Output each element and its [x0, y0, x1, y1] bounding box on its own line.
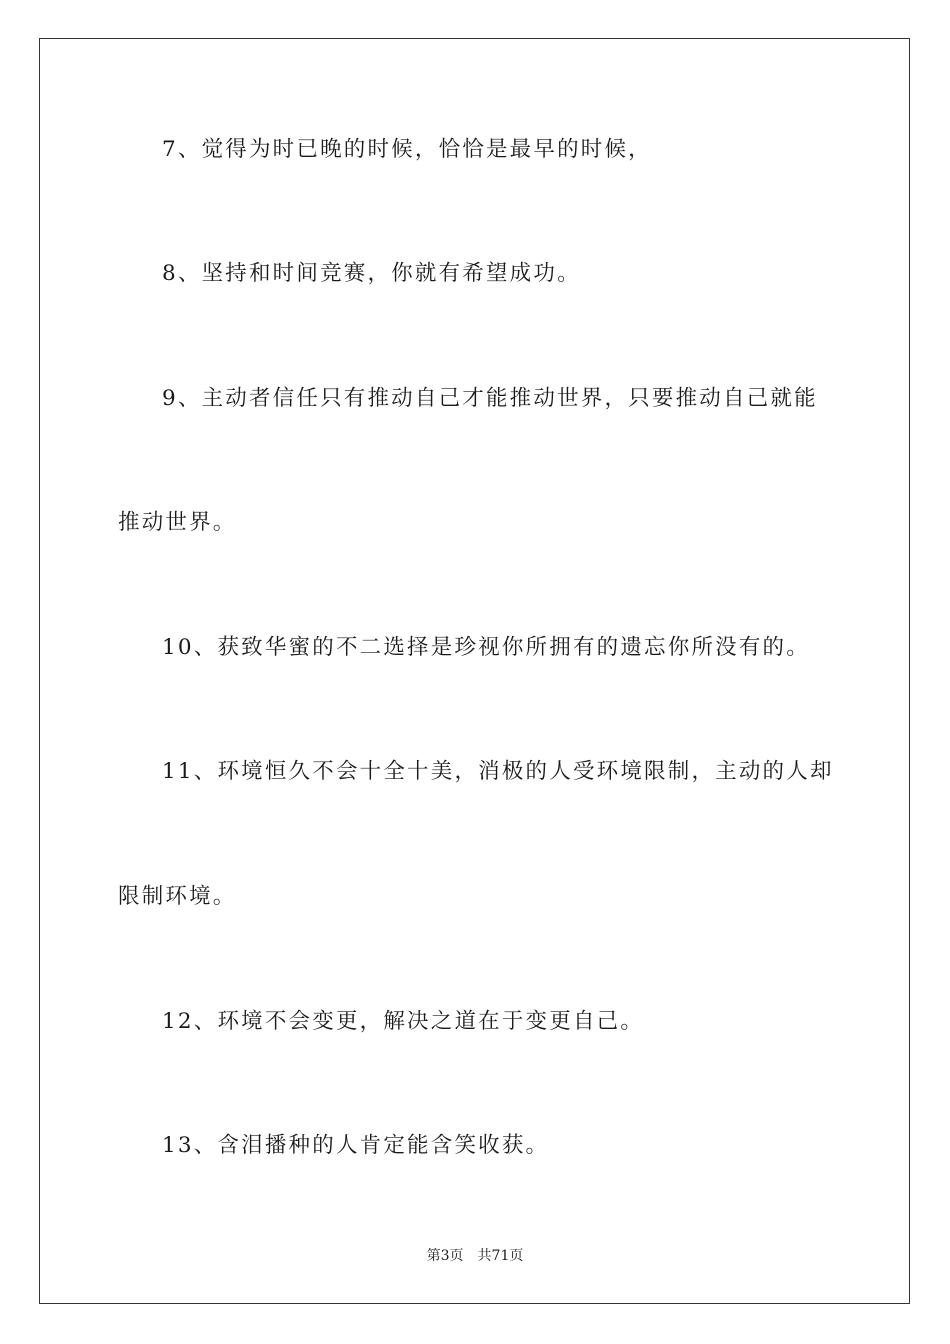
page-border — [39, 38, 910, 1304]
paragraph-12: 12、环境不会变更，解决之道在于变更自己。 — [162, 1009, 645, 1034]
page-footer — [0, 1246, 950, 1266]
paragraph-11-line-2: 限制环境。 — [118, 884, 237, 909]
page-total: 共71页 — [477, 1248, 524, 1264]
paragraph-11-line-1: 11、环境恒久不会十全十美，消极的人受环境限制，主动的人却 — [162, 759, 834, 784]
paragraph-9-line-2: 推动世界。 — [118, 510, 237, 535]
paragraph-10: 10、获致华蜜的不二选择是珍视你所拥有的遗忘你所没有的。 — [162, 635, 810, 660]
paragraph-7: 7、觉得为时已晚的时候，恰恰是最早的时候， — [162, 137, 652, 162]
paragraph-9-line-1: 9、主动者信任只有推动自己才能推动世界，只要推动自己就能 — [162, 386, 818, 411]
paragraph-8: 8、坚持和时间竞赛，你就有希望成功。 — [162, 261, 581, 286]
paragraph-13: 13、含泪播种的人肯定能含笑收获。 — [162, 1133, 550, 1158]
page-number: 第3页 — [426, 1248, 464, 1264]
